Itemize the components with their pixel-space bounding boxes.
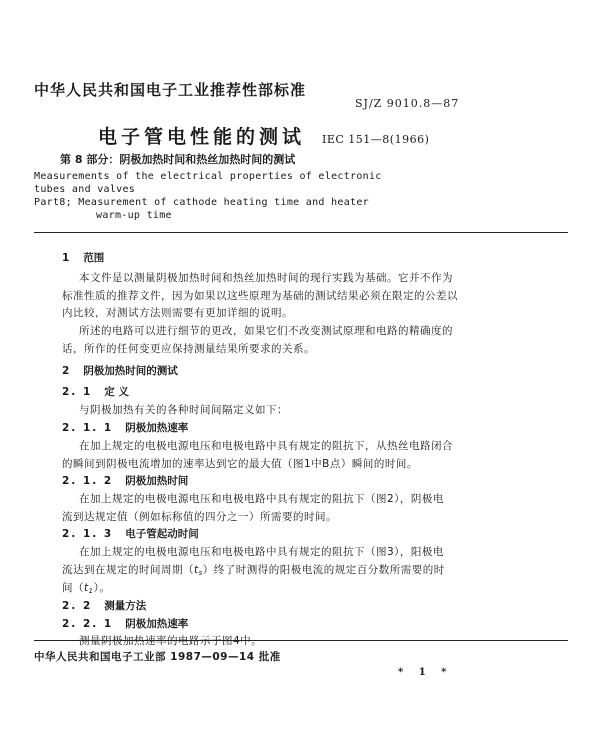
symbol-t-s: $t_s$ <box>194 564 203 577</box>
english-title-line: Part8; Measurement of cathode heating time and heater <box>34 197 369 208</box>
part-subtitle: 第 8 部分：阴极加热时间和热丝加热时间的测试 <box>60 153 296 166</box>
english-title-line: Measurements of the electrical properties of electronic <box>34 171 382 182</box>
english-title-line: warm-up time <box>96 210 172 221</box>
paragraph-line: 在加上规定的电极电源电压和电极电路中具有规定的阻抗下，从热丝电路闭合 <box>79 440 453 452</box>
paragraph-line: 与阴极加热有关的各种时间间隔定义如下： <box>79 404 288 416</box>
paragraph-line: 流到达规定值（例如标称值的四分之一）所需要的时间。 <box>62 511 337 523</box>
paragraph-line: 本文件是以测量阴极加热时间和热丝加热时间的现行实践为基础。它并不作为 <box>79 272 453 284</box>
subsection-heading: 2. 2 测量方法 <box>62 600 147 612</box>
paragraph-line: 在加上规定的电极电源电压和电极电路中具有规定的阻抗下（图2），阴极电 <box>79 493 444 505</box>
section-heading: 1 范围 <box>62 252 105 264</box>
page-number: * 1 * <box>398 667 453 678</box>
english-title-line: tubes and valves <box>34 184 136 195</box>
paragraph-line: 测量阴极加热速率的电路示于图4中。 <box>79 635 263 647</box>
paragraph-line: 内比较，对测试方法则需要有更加详细的说明。 <box>62 307 293 319</box>
subsection-heading: 2. 2. 1 阴极加热速率 <box>62 618 189 630</box>
paragraph-line: 所述的电路可以进行细节的更改，如果它们不改变测试原理和电路的精确度的 <box>79 325 453 337</box>
paragraph-line: 间$(t_1)$。 <box>62 582 111 595</box>
standard-code: SJ/Z 9010.8—87 <box>355 97 460 110</box>
paragraph-line: 的瞬间到阴极电流增加的速率达到它的最大值（图1中B点）瞬间的时间。 <box>62 458 418 470</box>
issuing-authority-title: 中华人民共和国电子工业推荐性部标准 <box>34 81 307 99</box>
paragraph-line: 标准性质的推荐文件，因为如果以这些原理为基础的测试结果必须在限定的公差以 <box>62 290 458 302</box>
subsection-heading: 2. 1 定 义 <box>62 386 129 398</box>
section-heading: 2 阴极加热时间的测试 <box>62 365 178 377</box>
footer-divider <box>34 640 568 641</box>
header-divider <box>34 232 568 233</box>
paragraph-line: 话，所作的任何变更应保持测量结果所要求的关系。 <box>62 343 315 355</box>
approval-line: 中华人民共和国电子工业部 1987—09—14 批准 <box>34 651 281 663</box>
iec-reference: IEC 151—8(1966) <box>322 133 430 146</box>
paragraph-line: 流达到在规定的时间周期$(t_s)$终了时测得的阳极电流的规定百分数所需要的时 <box>62 564 445 577</box>
symbol-t-1: $t_1$ <box>84 582 94 595</box>
paragraph-line: 在加上规定的电极电源电压和电极电路中具有规定的阻抗下（图3），阳极电 <box>79 546 444 558</box>
document-title: 电子管电性能的测试 <box>98 126 306 148</box>
subsection-heading: 2. 1. 1 阴极加热速率 <box>62 422 189 434</box>
subsection-heading: 2. 1. 3 电子管起动时间 <box>62 528 199 540</box>
subsection-heading: 2. 1. 2 阴极加热时间 <box>62 475 189 487</box>
